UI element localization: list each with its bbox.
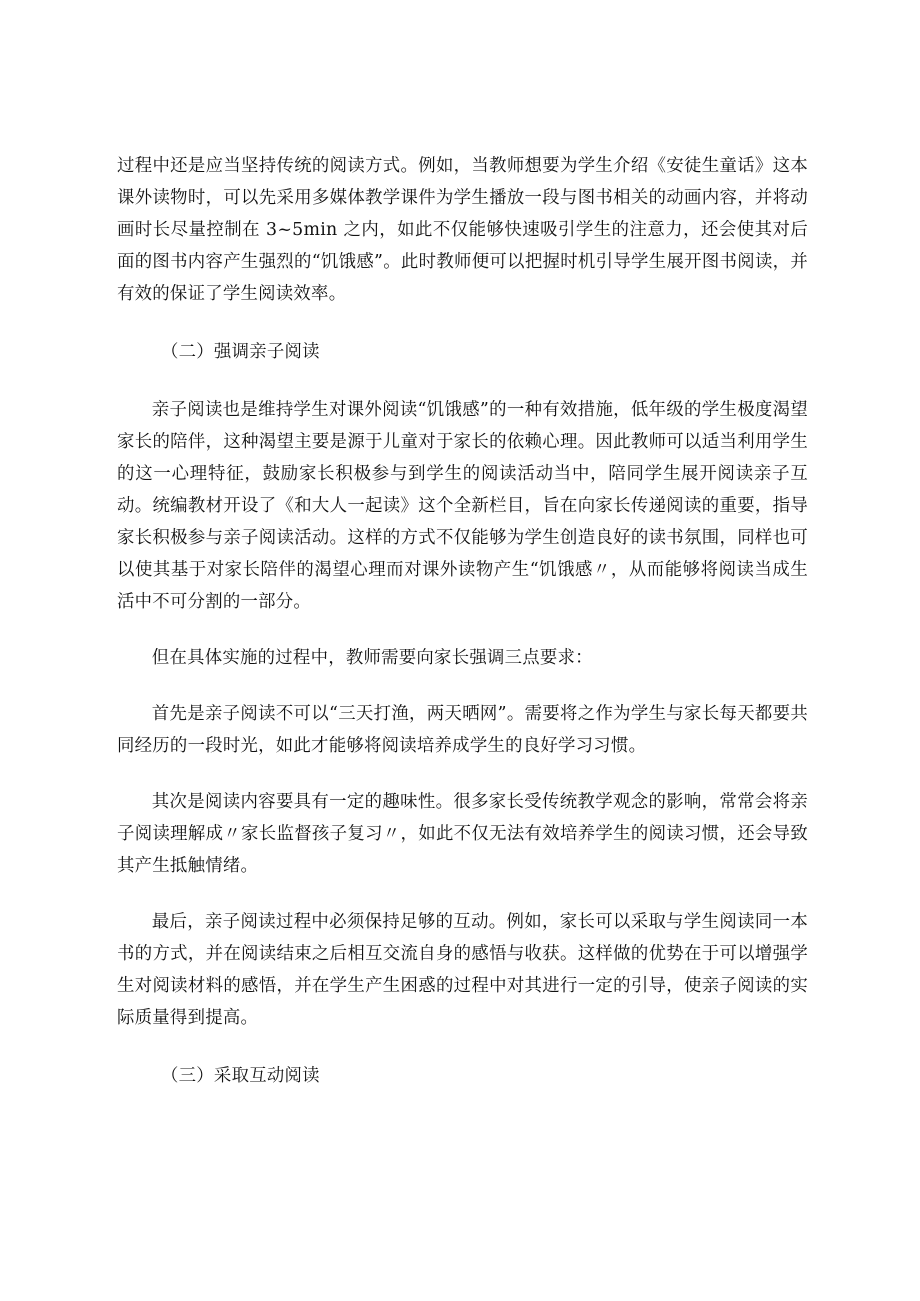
section-heading-parent-child-reading: （二）强调亲子阅读 xyxy=(161,342,320,362)
paragraph-parent-child-reading: 亲子阅读也是维持学生对课外阅读“饥饿感”的一种有效措施，低年级的学生极度渴望家长的陪伴，这种渴望主要是源于儿童对于家长的依赖心理。因此教师可以适当利用学生的这一心理特征，鼓励家长积极参与到学生的阅读活动当中，陪同学生展开阅读亲子互动。统编教材开设了《和大人一起读》这个全新栏目，旨在向家长传递阅读的重要，指导家长积极参与亲子阅读活动。这样的方式不仅能够为学生创造良好的读书氛围，同样也可以使其基于对家长陪伴的渴望心理而对课外读物产生“饥饿感〃，从而能够将阅读当成生活中不可分割的一部分。 xyxy=(117,400,808,612)
paragraph-requirement-first: 首先是亲子阅读不可以“三天打渔，两天晒网”。需要将之作为学生与家长每天都要共同经历的一段时光，如此才能够将阅读培养成学生的良好学习习惯。 xyxy=(117,704,808,756)
paragraph-requirement-last: 最后，亲子阅读过程中必须保持足够的互动。例如，家长可以采取与学生阅读同一本书的方式，并在阅读结束之后相互交流自身的感悟与收获。这样做的优势在于可以增强学生对阅读材料的感悟，并在学生产生困惑的过程中对其进行一定的引导，使亲子阅读的实际质量得到提高。 xyxy=(117,912,808,1028)
document-body xyxy=(117,150,808,1092)
paragraph-three-requirements: 但在具体实施的过程中，教师需要向家长强调三点要求： xyxy=(151,648,593,668)
paragraph-traditional-reading: 过程中还是应当坚持传统的阅读方式。例如，当教师想要为学生介绍《安徒生童话》这本课外读物时，可以先采用多媒体教学课件为学生播放一段与图书相关的动画内容，并将动画时长尽量控制在 3~5min 之内，如此不仅能够快速吸引学生的注意力，还会使其对后面的图书内容产生强烈的“饥饿感”。此时教师便可以把握时机引导学生展开图书阅读，并有效的保证了学生阅读效率。 xyxy=(117,156,808,304)
paragraph-requirement-second: 其次是阅读内容要具有一定的趣味性。很多家长受传统教学观念的影响，常常会将亲子阅读理解成〃家长监督孩子复习〃，如此不仅无法有效培养学生的阅读习惯，还会导致其产生抵触情绪。 xyxy=(117,792,808,876)
section-heading-interactive-reading: （三）采取互动阅读 xyxy=(161,1066,320,1086)
